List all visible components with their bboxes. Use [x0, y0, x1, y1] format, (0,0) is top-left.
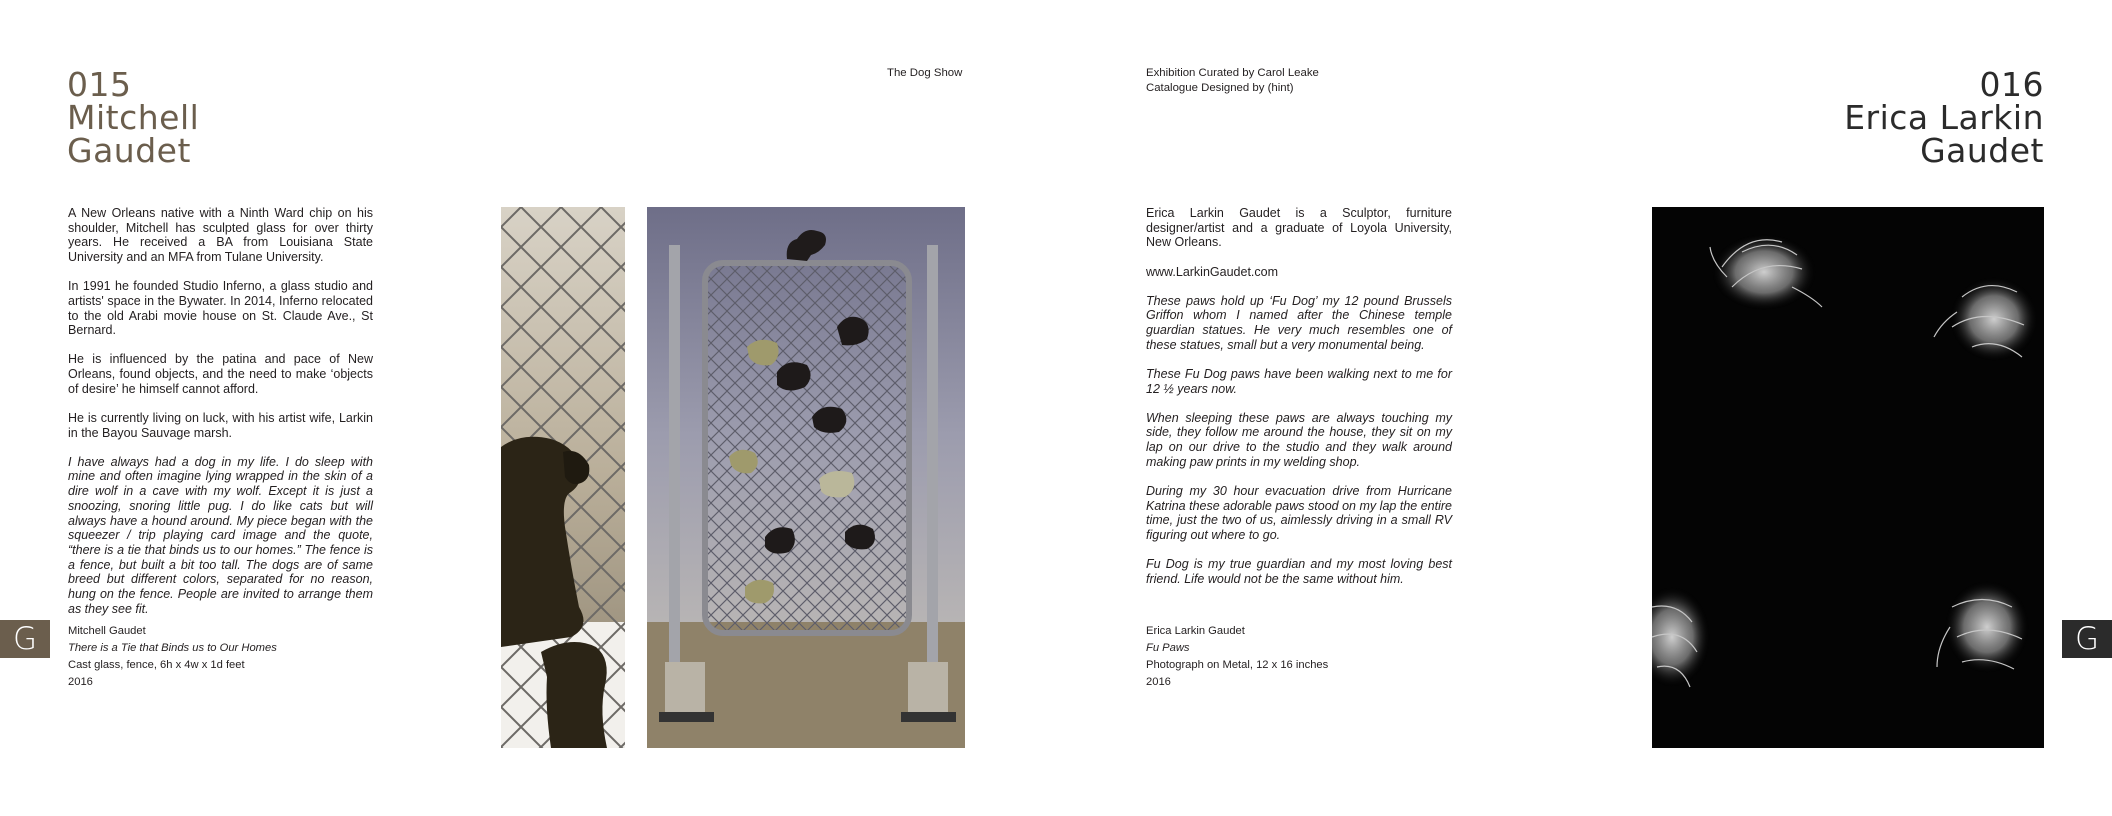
artist-name-first: Mitchell	[67, 98, 200, 137]
statement-paragraph: These paws hold up ‘Fu Dog’ my 12 pound Brussels Griffon whom I named after the Chinese temple guardian statues. He very much resembles one of these statues, small but a very monumental being.	[1146, 293, 1452, 352]
artwork-paws-image	[1652, 207, 2044, 748]
artist-name-last: Gaudet	[67, 131, 191, 170]
entry-number: 016	[1979, 65, 2044, 104]
catalogue-credits	[1146, 66, 1319, 95]
artwork-paws-photo	[1652, 207, 2044, 748]
artist-name-first: Erica Larkin	[1844, 98, 2044, 137]
exhibition-title: The Dog Show	[887, 67, 963, 79]
credit-medium: Photograph on Metal, 12 x 16 inches	[1146, 659, 1329, 671]
artist-heading-right	[1844, 65, 2044, 170]
statement-paragraph: Fu Dog is my true guardian and my most loving best friend. Life would not be the same without him.	[1146, 557, 1452, 586]
artwork-credit-left	[68, 623, 378, 691]
statement-paragraph: When sleeping these paws are always touching my side, they follow me around the house, they sit on my lap on our drive to the studio and they walk around making paw prints in my welding shop.	[1146, 410, 1452, 469]
artwork-detail-photo	[501, 207, 625, 748]
curator-credit: Exhibition Curated by Carol Leake	[1146, 67, 1319, 79]
artwork-gate-image	[647, 207, 965, 748]
credit-year: 2016	[68, 676, 93, 688]
credit-title: Fu Paws	[1146, 642, 1190, 654]
credit-artist: Mitchell Gaudet	[68, 625, 146, 637]
section-tab-right: G	[2062, 620, 2112, 658]
entry-number: 015	[67, 65, 132, 104]
bio-paragraph: He is currently living on luck, with his artist wife, Larkin in the Bayou Sauvage marsh.	[68, 410, 373, 440]
statement-paragraph: During my 30 hour evacuation drive from Hurricane Katrina these adorable paws stood on my lap the entire time, just the two of us, aimlessly driving in a small RV figuring out where to go.	[1146, 483, 1452, 542]
artwork-credit-right	[1146, 623, 1456, 691]
credit-artist: Erica Larkin Gaudet	[1146, 625, 1245, 637]
artwork-detail-image	[501, 207, 625, 748]
artist-website-link[interactable]: www.LarkinGaudet.com	[1146, 264, 1279, 279]
designer-credit: Catalogue Designed by (hint)	[1146, 81, 1294, 94]
artist-bio-left	[68, 206, 373, 631]
section-tab-left: G	[0, 620, 50, 658]
bio-intro: Erica Larkin Gaudet is a Sculptor, furniture designer/artist and a graduate of Loyola University, New Orleans.	[1146, 206, 1452, 250]
bio-paragraph: In 1991 he founded Studio Inferno, a glass studio and artists' space in the Bywater. In 2014, Inferno relocated to the old Arabi movie house on St. Claude Ave., St Bernard.	[68, 279, 373, 338]
credit-title: There is a Tie that Binds us to Our Homes	[68, 642, 277, 654]
credit-year: 2016	[1146, 676, 1171, 688]
statement-paragraph: These Fu Dog paws have been walking next to me for 12 ½ years now.	[1146, 366, 1452, 396]
artist-statement: I have always had a dog in my life. I do sleep with mine and often imagine lying wrapped in the skin of a dire wolf in a cave with my wolf. Except it is just a snoozing, snoring little pug. I do like cats but will always have a hound around. My piece began with the squeezer / trip playing card image and the quote, “there is a tie that binds us to our homes.” The fence is a fence, but built a bit too tall. The dogs are of same breed but different colors, separated for no reason, hung on the fence. People are invited to arrange them as they see fit.	[68, 454, 373, 616]
credit-medium: Cast glass, fence, 6h x 4w x 1d feet	[68, 659, 245, 671]
artist-bio-right	[1146, 206, 1452, 601]
artist-name-last: Gaudet	[1920, 131, 2044, 170]
bio-paragraph: He is influenced by the patina and pace of New Orleans, found objects, and the need to make ‘objects of desire’ he himself cannot afford.	[68, 352, 373, 396]
bio-paragraph: A New Orleans native with a Ninth Ward chip on his shoulder, Mitchell has sculpted glass for over thirty years. He received a BA from Louisiana State University and an MFA from Tulane University.	[68, 206, 373, 265]
artist-heading-left	[67, 65, 200, 170]
artwork-gate-photo	[647, 207, 965, 748]
